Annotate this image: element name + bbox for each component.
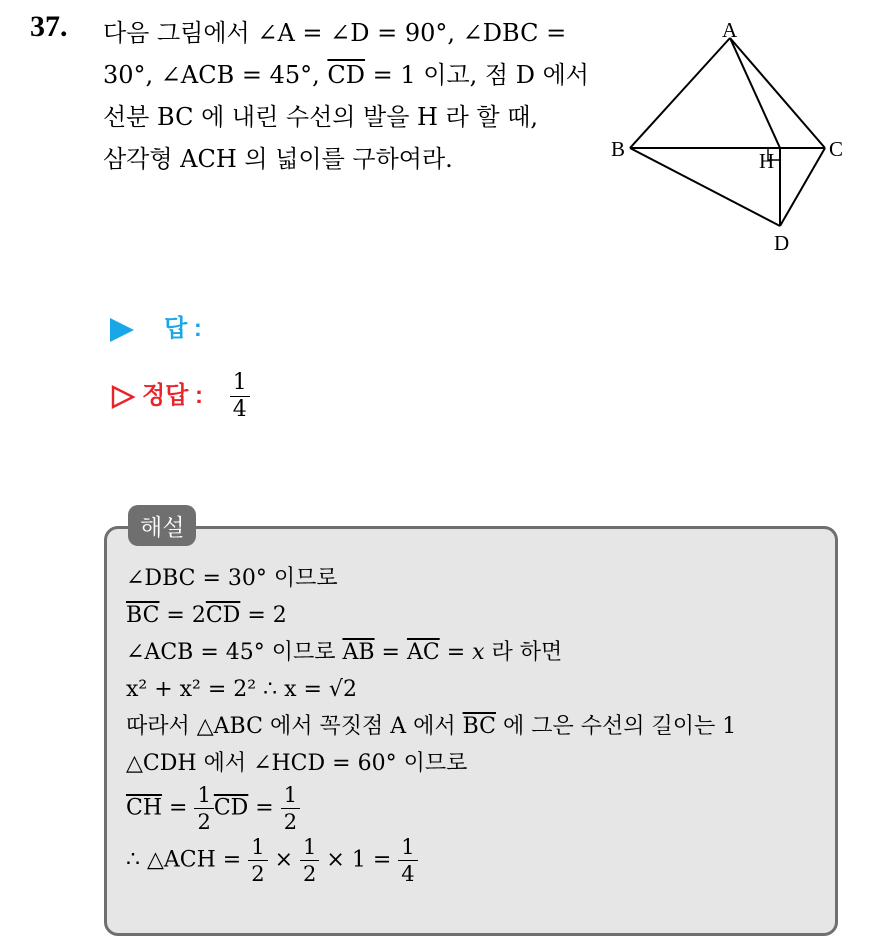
seg: ∠ACB = 45° 이므로 [126, 640, 343, 665]
ol-bc: $\overline{BC}$ [126, 603, 160, 628]
solution-line-6: △CDH 에서 ∠HCD = 60° 이므로 [126, 751, 468, 776]
play-triangle-icon [110, 318, 134, 342]
question-number: 37. [30, 10, 68, 43]
question-line-2 [103, 54, 603, 96]
fraction-denominator: 4 [232, 397, 247, 422]
fraction-numerator: 1 [197, 783, 211, 807]
label-c: C [829, 137, 844, 161]
seg: × 1 = [319, 847, 399, 873]
fraction-numerator: 1 [251, 835, 265, 859]
fraction-numerator: 1 [303, 835, 317, 859]
segment-ab [630, 38, 730, 148]
seg: = 2 [159, 603, 206, 628]
solution-lines [126, 560, 736, 886]
seg: × [267, 847, 301, 873]
ol-ab: $\overline{AB}$ [342, 640, 375, 665]
label-a: A [722, 18, 738, 42]
seg: = [248, 795, 281, 821]
q-seg: 30°, ∠ACB = 45°, [103, 61, 328, 89]
question-line-3: 선분 BC 에 내린 수선의 발을 H 라 할 때, [103, 103, 539, 131]
answer-label: 답 : [164, 315, 202, 342]
segment-ac [730, 38, 825, 148]
seg: = 2 [240, 603, 287, 628]
seg: = [439, 640, 473, 665]
ol-cd: $\overline{CD}$ [205, 603, 241, 628]
fraction-denominator: 2 [283, 810, 298, 834]
fraction [281, 782, 300, 835]
solution-line-2 [126, 597, 736, 634]
seg: 라 하면 [484, 640, 563, 665]
solution-line-8 [126, 834, 736, 886]
fraction-denominator: 2 [303, 862, 317, 886]
solution-line-4: x² + x² = 2² ∴ x = √2 [126, 677, 357, 702]
solution-line-5 [126, 708, 736, 745]
geometry-figure [605, 18, 865, 268]
seg: = [162, 795, 195, 821]
outline-triangle-icon [110, 384, 136, 410]
fraction-denominator: 4 [401, 862, 415, 886]
ol-bc: $\overline{BC}$ [462, 714, 497, 739]
ol-ch: $\overline{CH}$ [126, 795, 163, 821]
segment-bd [630, 148, 780, 226]
q-overline-cd: $\overline{CD}$ [327, 61, 366, 89]
solution-line-3 [126, 634, 736, 671]
fraction-denominator: 2 [197, 810, 211, 834]
q-seg: = 1 이고, 점 D 에서 [365, 61, 589, 89]
correct-answer-row [110, 370, 250, 423]
label-d: D [774, 231, 790, 255]
seg: 에 그은 수선의 길이는 1 [496, 714, 737, 739]
label-b: B [611, 137, 626, 161]
ol-ac: $\overline{AC}$ [406, 640, 440, 665]
fraction [248, 834, 267, 887]
segment-cd [780, 148, 825, 226]
ol-cd: $\overline{CD}$ [213, 795, 249, 821]
answer-row [110, 308, 202, 343]
label-h: H [759, 149, 775, 173]
question-text [103, 12, 603, 180]
question-line-1: 다음 그림에서 ∠A = ∠D = 90°, ∠DBC = [103, 19, 567, 47]
fraction [194, 782, 213, 835]
segment-ah [730, 38, 780, 148]
correct-answer-fraction [230, 370, 250, 423]
fraction-numerator: 1 [283, 783, 298, 807]
fraction [398, 834, 417, 887]
seg: = [374, 640, 407, 665]
question-line-4: 삼각형 ACH 의 넓이를 구하여라. [103, 145, 453, 173]
seg: ∴ △ACH = [126, 847, 249, 873]
solution-tag: 해설 [128, 505, 196, 546]
solution-line-1: ∠DBC = 30° 이므로 [126, 566, 338, 591]
var-x: x [472, 640, 485, 665]
seg: 따라서 △ABC 에서 꼭짓점 A 에서 [126, 714, 463, 739]
correct-answer-label: 정답 : [142, 381, 204, 409]
fraction-numerator: 1 [401, 835, 415, 859]
solution-line-7 [126, 782, 736, 834]
fraction-denominator: 2 [251, 862, 265, 886]
fraction [300, 834, 319, 887]
fraction-numerator: 1 [232, 370, 247, 395]
